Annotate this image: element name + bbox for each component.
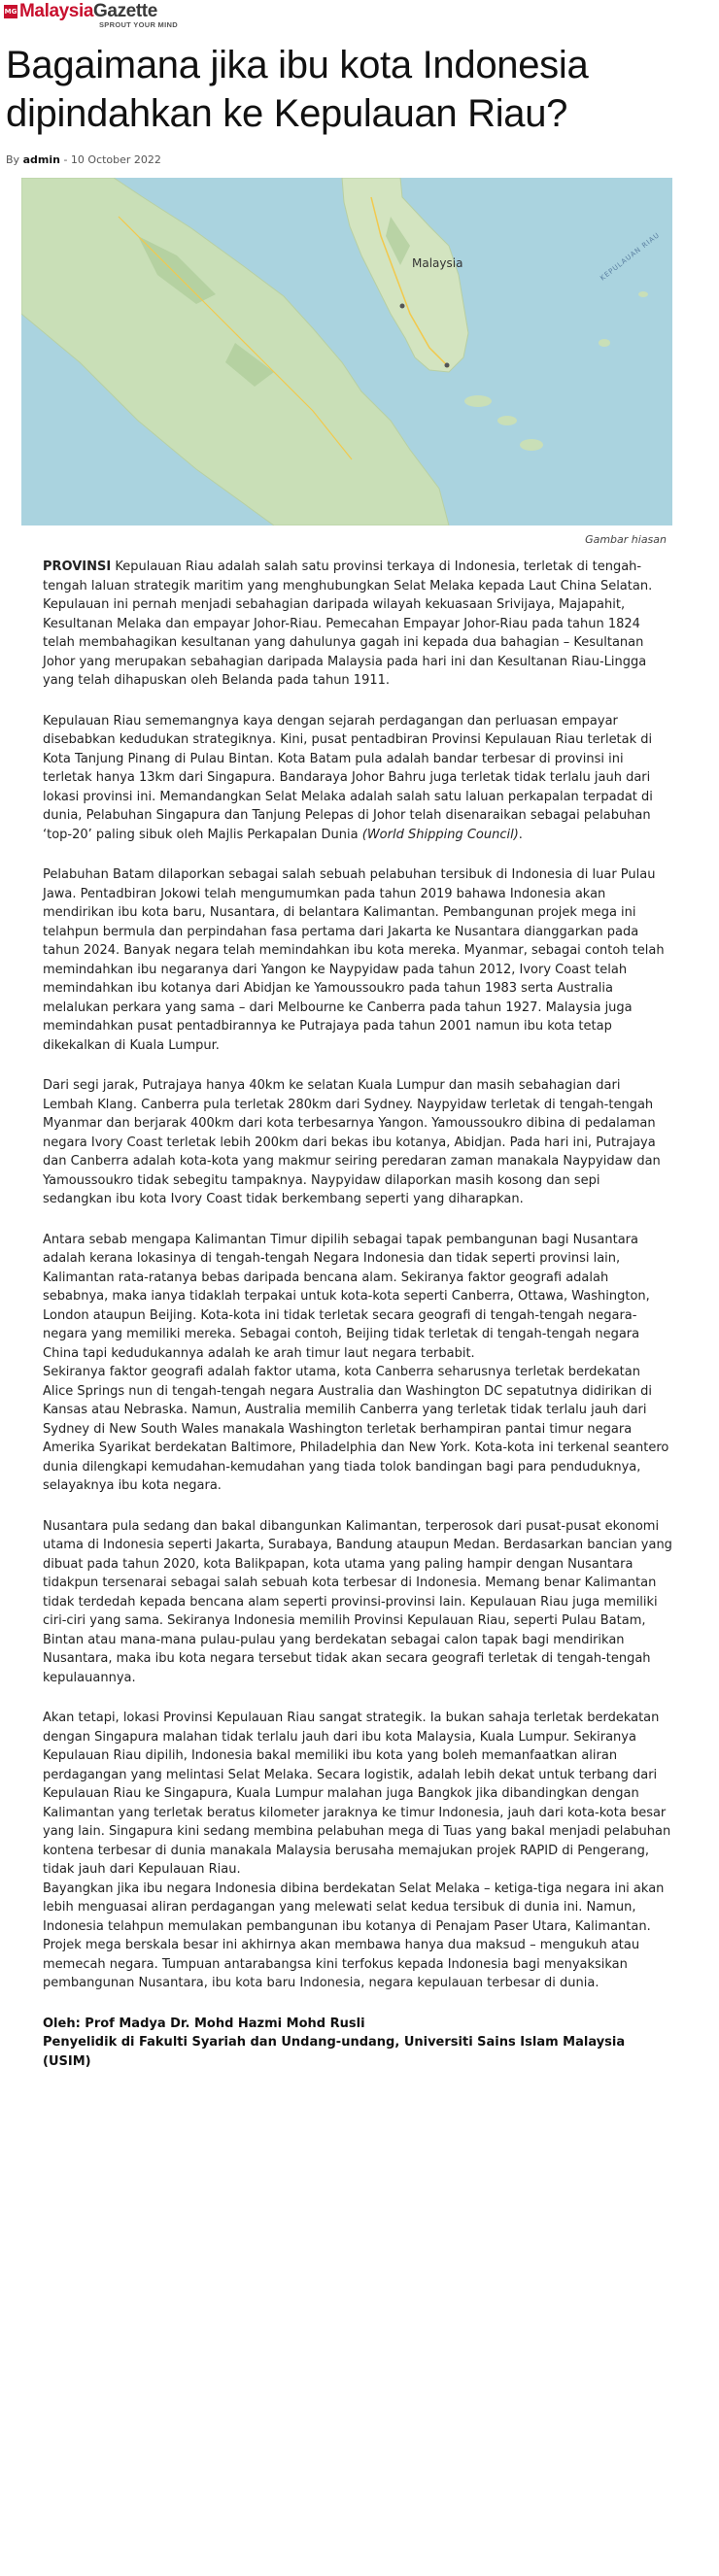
logo-name-part1: Malaysia [19, 1, 94, 21]
author-affiliation: Penyelidik di Fakulti Syariah dan Undang-undang, Universiti Sains Islam Malaysia (USIM) [43, 2035, 626, 2069]
paragraph-7: Nusantara pula sedang dan bakal dibangunkan Kalimantan, terperosok dari pusat-pusat ekonomi utama di Indonesia seperti Jakarta, Surabaya, Bandung ataupun Medan. Berdasarkan bancian yang dibuat pada tahun 2020, kota Balikpapan, kota utama yang paling hampir dengan Nusantara tidakpun tersenarai sebagai salah sebuah kota terbesar di Indonesia. Memang benar Kalimantan tidak terdedah kepada bencana alam seperti provinsi-provinsi lain. Kepulauan Riau juga memiliki ciri-ciri yang sama. Sekiranya Indonesia memilih Provinsi Kepulauan Riau, seperti Pulau Batam, Bintan atau mana-mana pulau-pulau yang berdekatan sebagai calon tapak bagi mendirikan Nusantara, maka ibu kota negara tersebut tidak akan secara geografi terletak di tengah-tengah kepulauannya. [43, 1518, 672, 1685]
lead-word: PROVINSI [43, 559, 112, 574]
article-body [43, 558, 672, 2071]
author-credit [43, 2015, 672, 2072]
image-caption: Gambar hiasan [585, 533, 667, 546]
logo-name-part2: Gazette [93, 1, 157, 21]
byline-author-link[interactable]: admin [22, 153, 60, 166]
paragraph-1-text: Kepulauan Riau adalah salah satu provinsi terkaya di Indonesia, terletak di tengah-tengah laluan strategik maritim yang menghubungkan Selat Melaka kepada Laut China Selatan. Kepulauan ini pernah menjadi sebahagian daripada wilayah kekuasaan Srivijaya, Majapahit, Kesultanan Melaka dan empayar Johor-Riau. Pemecahan Empayar Johor-Riau pada tahun 1824 telah membahagikan kesultanan yang dahulunya gagah ini kepada dua bahagian – Kesultanan Johor yang merupakan sebahagian daripada Malaysia pada hari ini dan Kesultanan Riau-Lingga yang telah dihapuskan oleh Belanda pada tahun 1911. [43, 559, 653, 688]
paragraph-2 [43, 712, 672, 845]
paragraph-9: Bayangkan jika ibu negara Indonesia dibina berdekatan Selat Melaka – ketiga-tiga negara ini akan lebih menguasai aliran perdagangan yang melewati selat kedua tersibuk di dunia ini. Namun, Indonesia telahpun memulakan pembangunan ibu kotanya di Penajam Paser Utara, Kalimantan. Projek mega berskala besar ini akhirnya akan membawa hanya dua maksud – mengukuh atau memecah negara. Tumpuan antarabangsa kini terfokus kepada Indonesia bagi menyaksikan pembangunan Nusantara, ibu kota baru Indonesia, negara kepulauan terbesar di dunia. [43, 1881, 665, 1990]
site-logo[interactable] [4, 2, 257, 31]
author-name: Oleh: Prof Madya Dr. Mohd Hazmi Mohd Rusli [43, 2016, 365, 2031]
map-island [599, 339, 610, 347]
map-city-marker [400, 304, 405, 309]
logo-tagline: SPROUT YOUR MIND [99, 20, 178, 29]
featured-map-image [21, 178, 672, 525]
byline-date: 10 October 2022 [70, 153, 161, 166]
paragraph-2-text: Kepulauan Riau sememangnya kaya dengan sejarah perdagangan dan perluasan empayar disebabkan kedudukan strategiknya. Kini, pusat pentadbiran Provinsi Kepulauan Riau terletak di Kota Tanjung Pinang di Pulau Bintan. Kota Batam pula adalah bandar terbesar di provinsi ini terletak hanya 13km dari Singapura. Bandaraya Johor Bahru juga terletak tidak terlalu jauh dari lokasi provinsi ini. Memandangkan Selat Melaka adalah salah satu laluan perkapalan terpadat di dunia, Pelabuhan Singapura dan Tanjung Pelepas di Johor telah disenaraikan sebagai pelabuhan ‘top-20’ paling sibuk oleh Majlis Perkapalan Dunia [43, 713, 653, 842]
byline-prefix: By [6, 153, 20, 166]
article-title: Bagaimana jika ibu kota Indonesia dipindahkan ke Kepulauan Riau? [6, 44, 589, 135]
paragraph-1 [43, 558, 672, 691]
map-island [464, 395, 492, 407]
paragraph-8: Akan tetapi, lokasi Provinsi Kepulauan Riau sangat strategik. Ia bukan sahaja terletak berdekatan dengan Singapura malahan tidak terlalu jauh dari ibu kota Malaysia, Kuala Lumpur. Sekiranya Kepulauan Riau dipilih, Indonesia bakal memiliki ibu kota yang boleh memanfaatkan aliran perdagangan yang melintasi Selat Melaka. Secara logistik, adalah lebih dekat untuk terbang dari Kepulauan Riau ke Singapura, Kuala Lumpur malahan juga Bangkok jika dibandingkan dengan Kalimantan yang terletak beratus kilometer jaraknya ke timur Indonesia, jauh dari kota-kota besar yang lain. Singapura kini sedang membina pelabuhan mega di Tuas yang bakal menjadi pelabuhan kontena terbesar di dunia manakala Malaysia berusaha memajukan projek RAPID di Pengerang, tidak jauh dari Kepulauan Riau. [43, 1711, 671, 1877]
map-island [638, 291, 648, 297]
byline [6, 153, 161, 166]
map-label-sea: KEPULAUAN RIAU [599, 230, 662, 283]
byline-separator: - [63, 153, 68, 166]
map-city-marker [445, 363, 450, 368]
map-island [520, 439, 543, 451]
paragraph-4: Dari segi jarak, Putrajaya hanya 40km ke selatan Kuala Lumpur dan masih sebahagian dari Lembah Klang. Canberra pula terletak 280km dari Sydney. Naypyidaw terletak di tengah-tengah Myanmar dan berjarak 400km dari kota terbesarnya Yangon. Yamoussoukro dibina di pedalaman negara Ivory Coast terletak lebih 200km dari bekas ibu kotanya, Abidjan. Pada hari ini, Putrajaya dan Canberra adalah kota-kota yang makmur seiring peredaran zaman manakala Naypyidaw dan Yamoussoukro tidak sebegitu tampaknya. Naypyidaw dilaporkan masih kosong dan sepi sedangkan ibu kota Ivory Coast tidak berkembang seperti yang diharapkan. [43, 1078, 661, 1206]
paragraph-2-end: . [518, 827, 523, 842]
logo-wordmark [19, 2, 157, 21]
paragraph-2-italic: (World Shipping Council) [361, 827, 519, 842]
paragraph-3: Pelabuhan Batam dilaporkan sebagai salah sebuah pelabuhan tersibuk di Indonesia di luar Pulau Jawa. Pentadbiran Jokowi telah mengumumkan pada tahun 2019 bahawa Indonesia akan mendirikan ibu kota baru, Nusantara, di belantara Kalimantan. Pembangunan projek mega ini telahpun bermula dan perpindahan fasa pertama dari Jakarta ke Nusantara dianggarkan pada tahun 2024. Banyak negara telah memindahkan ibu kota mereka. Myanmar, sebagai contoh telah memindahkan ibu negaranya dari Yangon ke Naypyidaw pada tahun 2012, Ivory Coast telah memindahkan ibu kotanya dari Abidjan ke Yamoussoukro pada tahun 1983 serta Australia melalukan perkara yang sama – dari Melbourne ke Canberra pada tahun 1927. Malaysia juga memindahkan pusat pentadbirannya ke Putrajaya pada tahun 2001 namun ibu kota tetap dikekalkan di Kuala Lumpur. [43, 867, 665, 1053]
map-label-malaysia: Malaysia [412, 256, 463, 270]
paragraph-5: Antara sebab mengapa Kalimantan Timur dipilih sebagai tapak pembangunan bagi Nusantara adalah kerana lokasinya di tengah-tengah Negara Indonesia dan tidak seperti provinsi lain, Kalimantan rata-ratanya bebas daripada bencana alam. Sekiranya faktor geografi adalah sebabnya, maka ianya tidaklah terpakai untuk kota-kota seperti Canberra, Ottawa, Washington, London ataupun Beijing. Kota-kota ini tidak terletak secara geografi di tengah-tengah negara-negara yang memiliki mereka. Sebagai contoh, Beijing tidak terletak di tengah-tengah negara China tapi kedudukannya adalah ke arah timur laut negara terbabit. [43, 1232, 650, 1361]
paragraph-6: Sekiranya faktor geografi adalah faktor utama, kota Canberra seharusnya terletak berdekatan Alice Springs nun di tengah-tengah negara Australia dan Washington DC sepatutnya didirikan di Kansas atau Nebraska. Namun, Australia memilih Canberra yang terletak tidak terlalu jauh dari Sydney di New South Wales manakala Washington terletak berhampiran pantai timur negara Amerika Syarikat berdekatan Baltimore, Philadelphia dan New York. Kota-kota ini terkenal seantero dunia dilengkapi kemudahan-kemudahan yang tiada tolok bandingan bagi para penduduknya, selayaknya ibu kota negara. [43, 1365, 669, 1493]
map-island [497, 416, 517, 425]
logo-mark: MG [4, 5, 17, 18]
